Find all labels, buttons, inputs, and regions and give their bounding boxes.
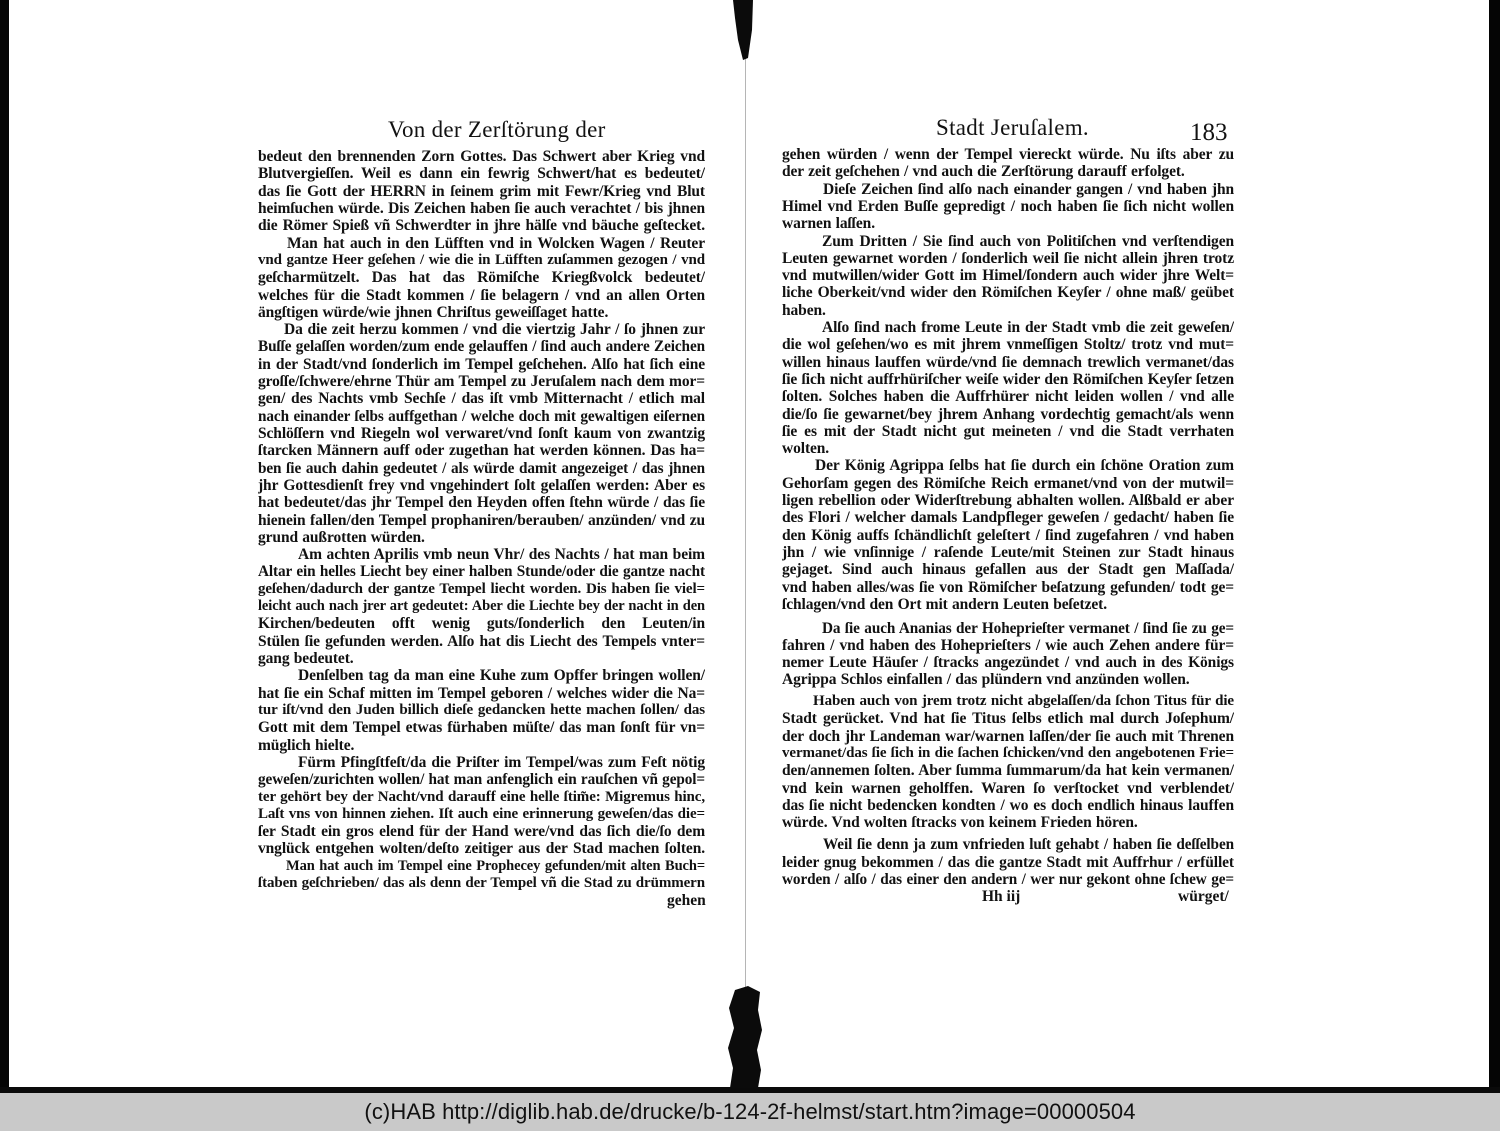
text-line: ſie es mit der Stadt nicht gut meineten / vnd die Stadt verrhaten [782, 422, 1234, 440]
text-line: ſie ſich nicht auffrhüriſcher weiſe wider den Römiſchen Keyſer ſetzen [782, 370, 1234, 388]
text-line: gang bedeutet. [258, 650, 354, 667]
text-line: der doch jhr Landeman war/warnen laſſen/der ſie auch mit Threnen [782, 727, 1234, 745]
page-number: 183 [1190, 119, 1228, 146]
text-line: Denſelben tag da man eine Kuhe zum Opffer bringen wollen/ [298, 667, 705, 685]
text-line: wolten. [782, 440, 830, 458]
text-line: fahren / vnd haben des Hoheprieſters / wie auch Zehen andere für= [782, 637, 1234, 654]
text-line: Da die zeit herzu kommen / vnd die viertzig Jahr / ſo jhnen zur [284, 321, 705, 339]
text-line: gejaget. Sind auch hinaus gefallen aus der Stadt gen Maſſada/ [782, 561, 1234, 579]
text-line: den/annemen ſolten. Aber ſumma ſummarum/da hat kein vermanen/ [782, 762, 1234, 780]
text-line: ſtaben geſchrieben/ das als denn der Tempel vñ die Stad zu drümmern [258, 875, 705, 891]
text-line: Der König Agrippa ſelbs hat ſie durch ein ſchöne Oration zum [815, 457, 1234, 475]
text-line: Stadt gerücket. Vnd hat ſie Titus ſelbs etlich mal durch Joſephum/ [782, 710, 1234, 728]
text-line: hienein fallen/den Tempel prophaniren/berauben/ anzünden/ vnd zu [258, 511, 705, 529]
text-line: Leuten gewarnet worden / ſonderlich weil ſie nicht allein jhren trotz [782, 249, 1234, 267]
text-line: ſchlagen/vnd den Ort mit andern Leuten beſetzet. [782, 595, 1107, 613]
text-line: vermanet/das ſie ſich in die ſachen ſchicken/vnd den angebotenen Frie= [782, 744, 1234, 761]
text-line: Agrippa Schlos einfallen / das plündern vnd anzünden wollen. [782, 671, 1190, 688]
text-line: vnd haben alles/was ſie von Römiſcher beſatzung gefunden/ todt ge= [782, 578, 1234, 596]
text-line: Laſt vns von hinnen ziehen. Iſt auch eine erinnerung geweſen/das die= [258, 805, 705, 822]
text-line: Dieſe Zeichen ſind alſo nach einander gangen / vnd haben jhn [823, 180, 1234, 198]
text-line: liche Oberkeit/vnd wider den Römiſchen Keyſer / ohne maß/ geübet [782, 284, 1234, 302]
page-header: Von der Zerſtörung der [388, 117, 606, 142]
text-line: bedeut den brennenden Zorn Gottes. Das Schwert aber Krieg vnd [258, 148, 705, 165]
text-line: heimſuchen würde. Dis Zeichen haben ſie auch verachtet / bis jhnen [258, 199, 705, 217]
text-line: der zeit geſchehen / vnd auch die Zerſtörung darauff erfolget. [782, 163, 1185, 181]
text-line: vnd gantze Heer geſehen / wie die in Lüfften zuſammen gezogen / vnd [258, 251, 705, 268]
text-line: tur iſt/vnd den Juden billich dieſe gedancken hette machen ſollen/ das [258, 701, 705, 718]
text-line: haben. [782, 301, 826, 319]
text-line: nemer Leute Häuſer / ſtracks angezündet / vnd auch in des Königs [782, 654, 1234, 671]
text-line: ben ſie auch dahin gedeutet / als würde damit angezeiget / das jhnen [258, 459, 705, 477]
text-line: ligen rebellion oder Widerſtrebung abhalten wollen. Alßbald er aber [782, 492, 1234, 509]
text-line: jhr Gottesdienſt frey vnd vngehindert ſolt gelaſſen werden: Aber es [258, 476, 705, 494]
text-line: ſtarcken Männern auff oder zugethan hat werden können. Das ha= [258, 442, 705, 460]
text-line: groſſe/ſchwere/ehrne Thür am Tempel zu Jeruſalem nach dem mor= [258, 373, 705, 390]
signature-mark: Hh iij [982, 888, 1021, 905]
scan-border-right [1489, 0, 1500, 1093]
text-line: leider gnug bekommen / das die gantze Stadt mit Auffrhur / erfüllet [782, 853, 1234, 871]
text-block [782, 0, 1234, 1000]
footer-band [0, 1093, 1500, 1131]
text-line: Man hat auch in den Lüfften vnd in Wolcken Wagen / Reuter [287, 234, 705, 252]
text-line: Alſo ſind nach frome Leute in der Stadt vmb die zeit geweſen/ [822, 319, 1234, 336]
text-line: ängſtigen würde/wie jhnen Chriſtus geweiſſaget hatte. [258, 303, 609, 321]
text-line: vnd mutwillen/wider Gott im Himel/ſondern auch wider jhre Welt= [782, 267, 1234, 285]
text-line: vnd kein warnen geholffen. Waren ſo verſtocket vnd verblendet/ [782, 779, 1234, 797]
text-line: das ſie nicht bedencken kondten / wo es doch endlich hinaus lauffen [782, 796, 1234, 814]
text-line: in der Stadt/vnd ſonderlich im Tempel geſchehen. Alſo hat ſich eine [258, 355, 705, 373]
text-line: leicht auch nach jrer art gedeutet: Aber die Liechte bey der nacht in den [258, 598, 705, 615]
footer-copyright: (c)HAB http://diglib.hab.de/drucke/b-124-2f-helmst/start.htm?image=00000504 [364, 1099, 1136, 1124]
text-line: Haben auch von jrem trotz nicht abgelaſſen/da ſchon Titus für die [813, 693, 1234, 709]
text-line: Zum Dritten / Sie ſind auch von Politiſchen vnd verſtendigen [822, 232, 1234, 250]
text-line: Schlöſſern vnd Riegeln wol verwaret/vnd ſonſt kaum von zwantzig [258, 425, 705, 442]
text-line: den König auffs ſchändlichſt geleſtert / ſind zugefahren / vnd haben [782, 526, 1234, 544]
text-line: warnen laſſen. [782, 215, 875, 233]
catchword: gehen [667, 892, 706, 909]
text-line: hat ſie ein Schaf mitten im Tempel geboren / welches wider die Na= [258, 684, 705, 702]
text-line: welches für die Stadt kommen / ſie belagern / vnd an allen Orten [258, 286, 705, 304]
text-line: Gehorſam gegen des Römiſche Reich ermanet/vnd von der mutwil= [782, 474, 1234, 492]
text-line: geweſen/zurichten wollen/ hat man anfenglich ein rauſchen vñ gepol= [258, 771, 705, 789]
text-line: Buſſe gelaſſen worden/zum ende gelauffen / ſind auch andere Zeichen [258, 338, 705, 356]
text-line: Weil ſie denn ja zum vnfrieden luſt gehabt / haben ſie deſſelben [823, 836, 1234, 853]
text-line: würde. Vnd wolten ſtracks von keinem Frieden hören. [782, 814, 1138, 832]
text-line: willen hinaus lauffen würde/vnd ſie demnach trewlich vermanet/das [782, 353, 1234, 371]
text-line: die Römer Spieß vñ Schwerdter in jhre hälſe vnd bäuche geſtecket. [258, 217, 705, 235]
text-line: Da ſie auch Ananias der Hoheprieſter vermanet / ſind ſie zu ge= [822, 620, 1234, 637]
text-line: die/ſo ſie gewarnet/bey jhrem Anhang vordechtig gemacht/als wenn [782, 405, 1234, 423]
text-line: jhn / wie vnſinnige / raſende Leute/mit Steinen zur Stadt hinaus [782, 543, 1234, 561]
text-line: Stülen ſie gefunden werden. Alſo hat dis Liecht des Tempels vnter= [258, 632, 705, 650]
text-line: Blutvergieſſen. Weil es dann ein fewrig Schwert/hat es bedeutet/ [258, 165, 705, 183]
text-line: Am achten Aprilis vmb neun Vhr/ des Nachts / hat man beim [298, 546, 705, 564]
text-line: das ſie Gott der HERRN in ſeinem grim mit Fewr/Krieg vnd Blut [258, 182, 705, 200]
text-line: Fürm Pfingſtfeſt/da die Priſter im Tempel/was zum Feſt nötig [298, 753, 705, 771]
text-line: ter gehört bey der Nacht/vnd darauff eine helle ſtim̃e: Migremus hinc, [258, 788, 705, 805]
text-line: ſolten. Solches haben die Auffrhürer nicht leiden wollen / vnd alle [782, 388, 1234, 406]
text-line: nach einander ſelbs auffgethan / welche doch mit gewaltigen eiſernen [258, 407, 705, 425]
text-line: Kirchen/bedeuten offt wenig guts/ſonderlich den Leuten/in [258, 615, 705, 633]
page-header: Stadt Jeruſalem. [936, 115, 1089, 140]
text-line: ſer Stadt ein gros elend für der Hand were/vnd das ſich die/ſo dem [258, 823, 705, 841]
text-line: worden / alſo / das einer den andern / wer nur gekont ohne ſchew ge= [782, 871, 1234, 888]
text-line: Himel vnd Erden Buſſe gepredigt / noch haben ſie ſich nicht wollen [782, 197, 1234, 215]
text-line: die wol geſehen/wo es mit jhrem vnmeſſigen Stoltz/ trotz vnd mut= [782, 336, 1234, 354]
text-line: müglich hielte. [258, 736, 355, 754]
text-line: Altar ein helles Liecht bey einer halben Stunde/oder die gantze nacht [258, 563, 705, 581]
text-line: grund außrotten würden. [258, 528, 425, 546]
text-line: hat bedeutet/das jhr Tempel den Heyden offen ſtehn würde / das ſie [258, 494, 705, 512]
text-line: des Flori / welcher damals Landpfleger geweſen / gedacht/ haben ſie [782, 509, 1234, 527]
text-line: Gott mit dem Tempel etwas fürhaben müſte/ das man ſonſt für vn= [258, 719, 705, 737]
text-line: Man hat auch im Tempel eine Prophecey gefunden/mit alten Buch= [286, 857, 705, 874]
catchword: würget/ [1178, 888, 1229, 905]
text-line: gen/ des Nachts vmb Sechſe / das iſt vmb Mitternacht / etlich mal [258, 390, 705, 408]
text-line: geſcharmützelt. Das hat das Römiſche Kriegßvolck bedeutet/ [258, 269, 705, 287]
text-line: gehen würden / wenn der Tempel viereckt würde. Nu iſts aber zu [782, 146, 1234, 163]
text-line: geſehen/dadurch der gantze Tempel liecht worden. Dis haben ſie viel= [258, 580, 705, 597]
text-line: vnglück entgehen wolten/deſto zeitiger aus der Stad machen ſolten. [258, 840, 705, 858]
